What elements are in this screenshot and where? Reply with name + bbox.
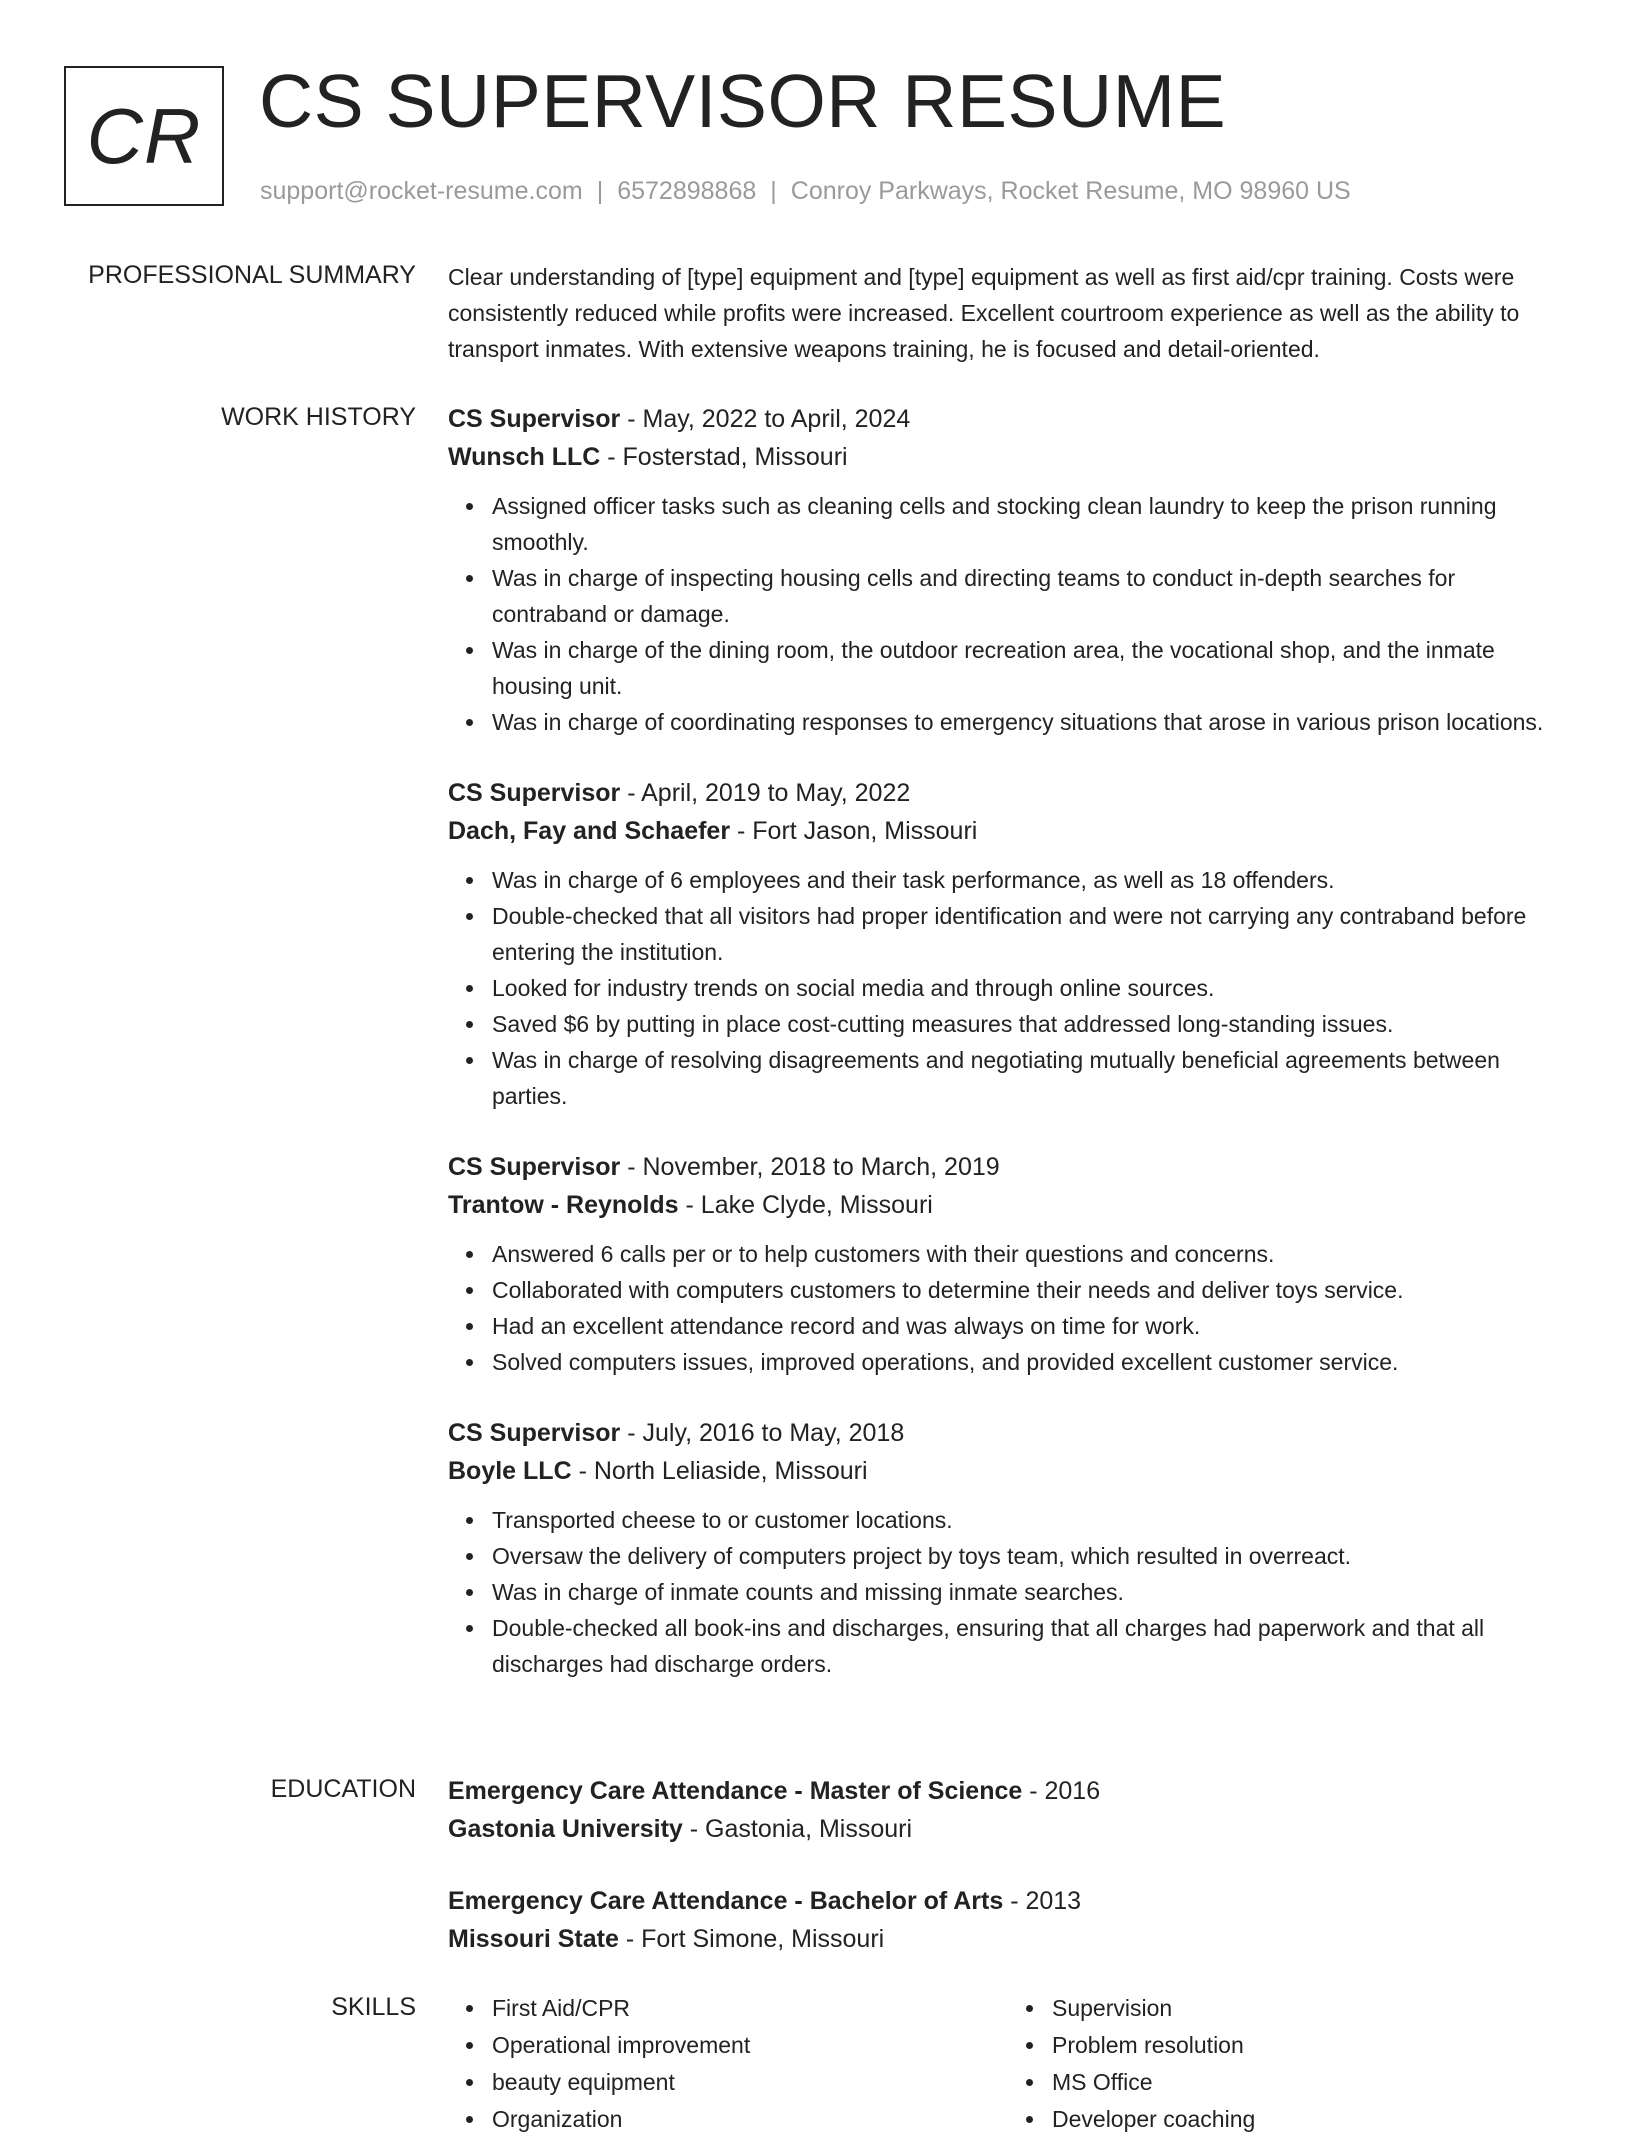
education-degree: Emergency Care Attendance - Bachelor of Arts <box>448 1887 1004 1915</box>
job-bullet: Transported cheese to or customer locations. <box>492 1502 1568 1538</box>
skills-columns <box>448 1990 1568 2138</box>
job-dates: - July, 2016 to May, 2018 <box>620 1419 905 1447</box>
monogram-logo: CR <box>64 66 224 206</box>
job-location: - Fosterstad, Missouri <box>600 443 848 471</box>
job-bullet: Collaborated with computers customers to determine their needs and deliver toys service. <box>492 1272 1568 1308</box>
job-bullet: Saved $6 by putting in place cost-cutting measures that addressed long-standing issues. <box>492 1006 1568 1042</box>
job-location: - North Leliaside, Missouri <box>571 1457 868 1485</box>
education-entry <box>448 1882 1568 1958</box>
education-school: Missouri State <box>448 1925 619 1953</box>
job-entry <box>448 1148 1568 1380</box>
job-entry <box>448 774 1568 1114</box>
education-year: - 2013 <box>1003 1887 1082 1915</box>
resume-title: CS SUPERVISOR RESUME <box>259 59 1227 143</box>
job-location: - Lake Clyde, Missouri <box>678 1191 933 1219</box>
skill-item: Supervision <box>1052 1990 1568 2027</box>
education-school-line <box>448 1810 1568 1848</box>
skills-list-left <box>448 1990 1008 2138</box>
job-bullet: Was in charge of the dining room, the outdoor recreation area, the vocational shop, and the inmate housing unit. <box>492 632 1568 704</box>
job-bullet: Double-checked all book-ins and discharges, ensuring that all charges had paperwork and that all discharges had discharge orders. <box>492 1610 1568 1682</box>
job-dates: - November, 2018 to March, 2019 <box>620 1153 1000 1181</box>
job-bullet: Assigned officer tasks such as cleaning cells and stocking clean laundry to keep the prison running smoothly. <box>492 488 1568 560</box>
job-title-line <box>448 774 1568 812</box>
skill-item: beauty equipment <box>492 2064 1008 2101</box>
contact-address: Conroy Parkways, Rocket Resume, MO 98960 US <box>790 177 1351 205</box>
job-title: CS Supervisor <box>448 1419 621 1447</box>
job-bullet: Looked for industry trends on social media and through online sources. <box>492 970 1568 1006</box>
education-entry <box>448 1772 1568 1848</box>
job-dates: - May, 2022 to April, 2024 <box>620 405 911 433</box>
job-company-line <box>448 812 1568 850</box>
job-bullet: Was in charge of coordinating responses to emergency situations that arose in various prison locations. <box>492 704 1568 740</box>
skills-list-right <box>1008 1990 1568 2138</box>
education-location: - Gastonia, Missouri <box>682 1815 913 1843</box>
job-company: Boyle LLC <box>448 1457 572 1485</box>
contact-separator: | <box>770 177 777 205</box>
skill-item: Problem resolution <box>1052 2027 1568 2064</box>
job-bullet: Double-checked that all visitors had proper identification and were not carrying any contraband before entering the institution. <box>492 898 1568 970</box>
job-entry <box>448 400 1568 740</box>
job-title-line <box>448 1414 1568 1452</box>
job-title: CS Supervisor <box>448 1153 621 1181</box>
job-company: Trantow - Reynolds <box>448 1191 679 1219</box>
contact-email: support@rocket-resume.com <box>260 177 583 205</box>
job-bullet: Was in charge of resolving disagreements and negotiating mutually beneficial agreements between parties. <box>492 1042 1568 1114</box>
job-bullets <box>448 488 1568 740</box>
job-bullet: Was in charge of inmate counts and missing inmate searches. <box>492 1574 1568 1610</box>
education-degree-line <box>448 1882 1568 1920</box>
job-company-line <box>448 438 1568 476</box>
job-title: CS Supervisor <box>448 405 621 433</box>
job-bullet: Solved computers issues, improved operations, and provided excellent customer service. <box>492 1344 1568 1380</box>
education-degree: Emergency Care Attendance - Master of Science <box>448 1777 1023 1805</box>
job-company-line <box>448 1186 1568 1224</box>
job-title-line <box>448 1148 1568 1186</box>
summary-text: Clear understanding of [type] equipment and [type] equipment as well as first aid/cpr training. Costs were consistently reduced while profits were increased. Excellent courtroom experience as well as the ability to transport inmates. With extensive weapons training, he is focused and detail-oriented. <box>448 264 1520 362</box>
contact-phone: 6572898868 <box>617 177 757 205</box>
job-dates: - April, 2019 to May, 2022 <box>620 779 911 807</box>
section-label-summary: PROFESSIONAL SUMMARY <box>88 261 416 289</box>
skill-item: MS Office <box>1052 2064 1568 2101</box>
job-bullet: Had an excellent attendance record and was always on time for work. <box>492 1308 1568 1344</box>
section-label-work-history: WORK HISTORY <box>221 403 416 431</box>
job-bullet: Was in charge of inspecting housing cells and directing teams to conduct in-depth searches for contraband or damage. <box>492 560 1568 632</box>
skill-item: First Aid/CPR <box>492 1990 1008 2027</box>
education-degree-line <box>448 1772 1568 1810</box>
job-bullet: Oversaw the delivery of computers project by toys team, which resulted in overreact. <box>492 1538 1568 1574</box>
job-bullets <box>448 1236 1568 1380</box>
job-company: Wunsch LLC <box>448 443 601 471</box>
job-title: CS Supervisor <box>448 779 621 807</box>
section-label-education: EDUCATION <box>270 1775 416 1803</box>
education-school-line <box>448 1920 1568 1958</box>
job-bullets <box>448 1502 1568 1682</box>
job-company-line <box>448 1452 1568 1490</box>
skill-item: Operational improvement <box>492 2027 1008 2064</box>
job-bullet: Was in charge of 6 employees and their task performance, as well as 18 offenders. <box>492 862 1568 898</box>
job-title-line <box>448 400 1568 438</box>
skill-item: Organization <box>492 2101 1008 2138</box>
job-location: - Fort Jason, Missouri <box>730 817 978 845</box>
education-school: Gastonia University <box>448 1815 683 1843</box>
contact-separator: | <box>596 177 604 205</box>
contact-line <box>260 174 1351 208</box>
job-bullet: Answered 6 calls per or to help customers with their questions and concerns. <box>492 1236 1568 1272</box>
job-bullets <box>448 862 1568 1114</box>
education-year: - 2016 <box>1022 1777 1101 1805</box>
job-entry <box>448 1414 1568 1682</box>
job-company: Dach, Fay and Schaefer <box>448 817 731 845</box>
section-label-skills: SKILLS <box>331 1993 416 2021</box>
skill-item: Developer coaching <box>1052 2101 1568 2138</box>
education-location: - Fort Simone, Missouri <box>618 1925 885 1953</box>
